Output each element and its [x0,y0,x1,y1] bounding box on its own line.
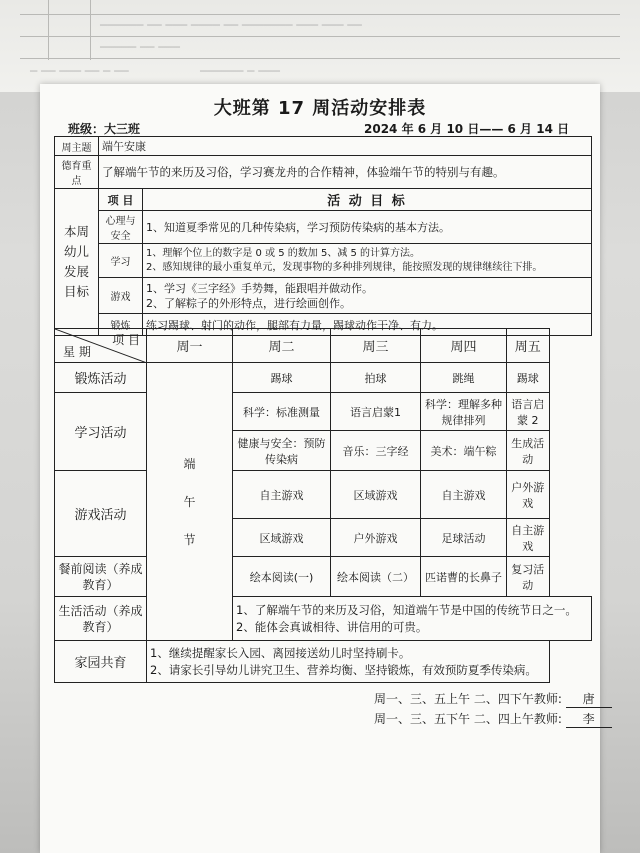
learning-cell: 科学：标准测量 [233,393,331,431]
teacher-name: 唐 [566,690,612,708]
learning-cell: 健康与安全：预防传染病 [233,431,331,471]
day-header: 周二 [233,329,331,363]
goals-section-label: 本周幼儿发展目标 [55,189,99,336]
play-label: 游戏活动 [55,471,147,557]
goal-item-psych: 心理与安全 [99,211,143,244]
exercise-label: 锻炼活动 [55,363,147,393]
play-cell: 自主游戏 [507,519,550,557]
exercise-cell: 踢球 [507,363,550,393]
teacher-schedule-text: 周一、三、五上午 二、四下午教师: [374,692,562,706]
page-title: 大班第 17 周活动安排表 [213,98,427,119]
goals-table [54,136,592,336]
weekly-theme-value: 端午安康 [99,137,592,156]
reading-cell: 绘本阅读（二） [331,557,421,597]
goals-goal-header: 活 动 目 标 [143,189,592,211]
goal-item-exercise: 锻炼 [99,314,143,336]
reading-cell: 绘本阅读(一) [233,557,331,597]
teacher-line-1 [374,690,612,708]
learning-cell: 语言启蒙1 [331,393,421,431]
moral-value: 了解端午节的来历及习俗，学习赛龙舟的合作精神，体验端午节的特别与有趣。 [99,156,592,189]
goal-item-study: 学习 [99,244,143,278]
learning-cell: 科学：理解多种规律排列 [421,393,507,431]
moral-label: 德育重点 [55,156,99,189]
play-cell: 足球活动 [421,519,507,557]
goals-item-header: 项 目 [99,189,143,211]
play-cell: 区域游戏 [331,471,421,519]
day-header: 周四 [421,329,507,363]
day-header: 周三 [331,329,421,363]
play-cell: 户外游戏 [331,519,421,557]
learning-cell: 语言启蒙 2 [507,393,550,431]
corner-day-label: 星 期 [63,345,91,359]
home-text: 1、继续提醒家长入园、离园接送幼儿时坚持刷卡。 2、请家长引导幼儿讲究卫生、营养均衡、坚持锻炼，有效预防夏季传染病。 [147,641,550,683]
play-cell: 户外游戏 [507,471,550,519]
teacher-name: 李 [566,710,612,728]
play-cell: 自主游戏 [233,471,331,519]
home-label: 家园共育 [55,641,147,683]
teacher-schedule-text: 周一、三、五下午 二、四上午教师: [374,712,562,726]
exercise-cell: 拍球 [331,363,421,393]
schedule-sheet [40,84,600,853]
learning-label: 学习活动 [55,393,147,471]
exercise-cell: 踢球 [233,363,331,393]
goal-text-play: 1、学习《三字经》手势舞，能跟唱并做动作。 2、了解粽子的外形特点，进行绘画创作。 [143,278,592,314]
life-text: 1、了解端午节的来历及习俗，知道端午节是中国的传统节日之一。 2、能体会真诚相待、讲信用的可贵。 [233,597,592,641]
play-cell: 自主游戏 [421,471,507,519]
goal-text-psych: 1、知道夏季常见的几种传染病，学习预防传染病的基本方法。 [143,211,592,244]
reading-cell: 匹诺曹的长鼻子 [421,557,507,597]
life-label: 生活活动（养成教育） [55,597,147,641]
learning-cell: 美术：端午粽 [421,431,507,471]
learning-cell: 音乐：三字经 [331,431,421,471]
monday-holiday [147,363,233,641]
monday-holiday-text: 端午节 [183,456,196,547]
exercise-cell: 跳绳 [421,363,507,393]
weekly-theme-label: 周主题 [55,137,99,156]
learning-cell: 生成活动 [507,431,550,471]
date-range: 2024 年 6 月 10 日—— 6 月 14 日 [364,122,570,136]
goal-text-exercise: 练习踢球、射门的动作，腿部有力量，踢球动作干净、有力。 [143,314,592,336]
background-sheet: ────── ── ─── ──── ── ─────── ─── ─── ── ───── ── ─── ────── ─ ─── ─ ── ─── ── ─ ── [0,0,640,92]
day-header: 周五 [507,329,550,363]
reading-label: 餐前阅读（养成教育） [55,557,147,597]
corner-cell [55,329,147,363]
play-cell: 区域游戏 [233,519,331,557]
teacher-line-2 [374,710,612,728]
corner-item-label: 项 目 [112,333,140,347]
day-header: 周一 [147,329,233,363]
goal-item-play: 游戏 [99,278,143,314]
reading-cell: 复习活动 [507,557,550,597]
goal-text-study: 1、理解个位上的数字是 0 或 5 的数加 5、减 5 的计算方法。 2、感知规律的最小重复单元，发现事物的多种排列规律，能按照发现的规律继续往下排。 [143,244,592,278]
weekly-schedule-table [54,328,592,683]
class-label: 班级：大三班 [68,122,141,136]
